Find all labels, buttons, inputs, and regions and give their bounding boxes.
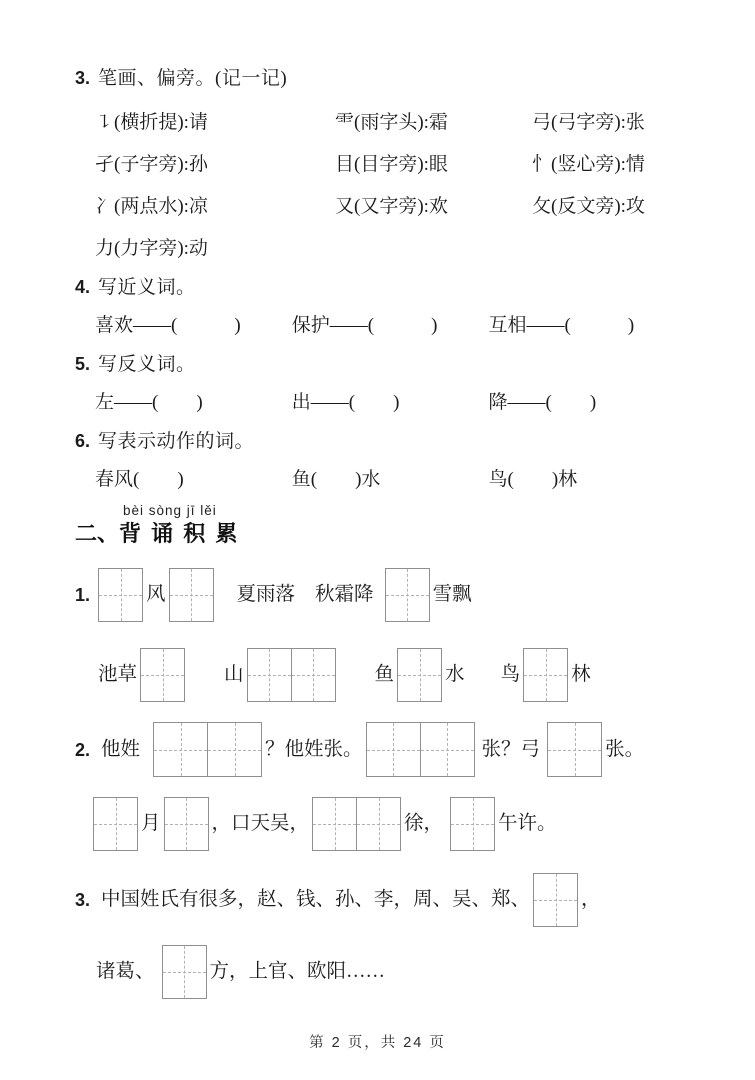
- antonym-blank: 降——( ): [488, 392, 597, 413]
- writing-grid: [547, 722, 602, 777]
- recite-text: 张。: [605, 738, 645, 760]
- recite-text: 月: [141, 813, 161, 834]
- recite-text: 夏雨落: [236, 584, 296, 605]
- recite-item-3-number: 3.: [75, 890, 91, 910]
- action-word-blank: 鱼( )水: [291, 469, 381, 490]
- radical-entry: 目(目字旁):眼: [335, 154, 448, 175]
- action-word-blank: 春风( ): [95, 469, 184, 490]
- grid-cell: [548, 723, 601, 776]
- grid-cell: [534, 874, 577, 926]
- recite-item-3-row-1: [75, 873, 715, 927]
- radical-list: [95, 111, 715, 261]
- grid-cell: [420, 723, 474, 776]
- grid-cell: [207, 723, 261, 776]
- radical-entry: 弓(弓字旁):张: [532, 112, 645, 133]
- grid-cell: [165, 798, 208, 850]
- question-6-answers-row: [95, 468, 715, 492]
- question-4-title-row: [75, 275, 715, 300]
- question-3-title-row: [75, 66, 715, 91]
- writing-grid: [533, 873, 578, 927]
- section-2-title-row: [75, 520, 715, 548]
- recite-item-1-number: 1.: [75, 585, 91, 605]
- recite-text: 张？弓: [481, 738, 541, 760]
- recite-text: 风: [146, 584, 166, 605]
- writing-grid: [153, 722, 262, 777]
- recite-text: 徐，: [404, 813, 444, 834]
- recite-text: 秋霜降: [315, 584, 374, 605]
- recite-text: 方，上官、欧阳……: [209, 961, 386, 982]
- writing-grid: [162, 945, 207, 999]
- writing-grid: [523, 648, 568, 702]
- recite-text: 池草: [98, 664, 138, 685]
- section-2-pinyin: bèi sòng jī lěi: [123, 503, 217, 518]
- recite-text: 鱼: [374, 664, 395, 685]
- recite-text: 山: [224, 664, 244, 685]
- recite-item-1-row-1: [75, 568, 715, 622]
- question-6: [75, 429, 715, 492]
- grid-cell: [291, 649, 335, 701]
- writing-grid: [140, 648, 185, 702]
- grid-cell: [248, 649, 291, 701]
- recite-item-3-row-2: [75, 945, 715, 999]
- question-4-answers-row: [95, 314, 715, 338]
- writing-grid: [164, 797, 209, 851]
- grid-cell: [163, 946, 206, 998]
- page-footer: 第 2 页，共 24 页: [309, 1035, 446, 1051]
- recite-text: 诸葛、: [96, 961, 155, 982]
- grid-cell: [154, 723, 207, 776]
- recite-text: 午许。: [498, 813, 557, 834]
- recite-text: ，口天吴，: [211, 813, 310, 834]
- grid-cell: [94, 798, 137, 850]
- grid-cell: [141, 649, 184, 701]
- recite-text: 雪飘: [432, 584, 472, 605]
- action-word-blank: 鸟( )林: [488, 469, 578, 490]
- grid-cell: [524, 649, 567, 701]
- antonym-blank: 出——( ): [291, 392, 400, 413]
- radical-entry: 力(力字旁):动: [95, 238, 208, 259]
- writing-grid: [312, 797, 401, 851]
- writing-grid: [247, 648, 336, 702]
- question-5-answers-row: [95, 391, 715, 415]
- radical-entry: ㇊(横折提):请: [95, 112, 208, 133]
- grid-cell: [313, 798, 356, 850]
- section-2-title: 背 诵 积 累: [119, 521, 240, 546]
- synonym-blank: 互相——( ): [488, 315, 635, 336]
- radical-entry: 又(又字旁):欢: [335, 196, 448, 217]
- question-6-title-row: [75, 429, 715, 454]
- recite-text: ，: [581, 889, 601, 910]
- question-5-title: 写反义词。: [98, 354, 196, 375]
- writing-grid: [169, 568, 214, 622]
- question-4-title: 写近义词。: [98, 277, 196, 298]
- question-4-number: 4.: [75, 277, 91, 297]
- antonym-blank: 左——( ): [95, 392, 203, 413]
- recite-text: ？他姓张。: [265, 738, 363, 760]
- grid-cell: [451, 798, 494, 850]
- synonym-blank: 喜欢——( ): [95, 315, 241, 336]
- section-2-numeral: 二、: [75, 521, 120, 546]
- writing-grid: [385, 568, 430, 622]
- question-6-number: 6.: [75, 431, 91, 451]
- question-3-number: 3.: [75, 68, 91, 88]
- writing-grid: [98, 568, 143, 622]
- section-2-header: [75, 502, 715, 548]
- radical-entry: 攵(反文旁):攻: [532, 196, 645, 217]
- question-5: [75, 352, 715, 415]
- grid-cell: [99, 569, 142, 621]
- question-5-number: 5.: [75, 354, 91, 374]
- writing-grid: [93, 797, 138, 851]
- question-4: [75, 275, 715, 338]
- radical-entry: 冫(两点水):凉: [95, 196, 208, 217]
- writing-grid: [450, 797, 495, 851]
- grid-cell: [170, 569, 213, 621]
- recite-item-2-row-2: [75, 797, 715, 851]
- grid-cell: [367, 723, 420, 776]
- recite-text: 他姓: [101, 738, 141, 760]
- radical-entry: ⻗(雨字头):霜: [335, 112, 448, 133]
- recite-item-2-number: 2.: [75, 739, 91, 760]
- writing-grid: [366, 722, 475, 777]
- radical-entry: 孑(子字旁):孙: [95, 154, 208, 175]
- recite-text: 中国姓氏有很多，赵、钱、孙、李，周、吴、郑、: [101, 889, 531, 910]
- question-6-title: 写表示动作的词。: [98, 431, 255, 452]
- grid-cell: [386, 569, 429, 621]
- question-5-title-row: [75, 352, 715, 377]
- question-3-title: 笔画、偏旁。(记一记): [98, 68, 288, 89]
- writing-grid: [397, 648, 442, 702]
- grid-cell: [356, 798, 400, 850]
- recite-text: 水: [445, 664, 465, 685]
- recite-text: 鸟: [500, 664, 521, 685]
- recite-text: 林: [571, 664, 591, 685]
- synonym-blank: 保护——( ): [291, 315, 438, 336]
- recite-item-1-row-2: [75, 648, 715, 702]
- radical-entry: 忄(竖心旁):情: [532, 154, 645, 175]
- recite-item-2-row-1: [75, 722, 715, 777]
- grid-cell: [398, 649, 441, 701]
